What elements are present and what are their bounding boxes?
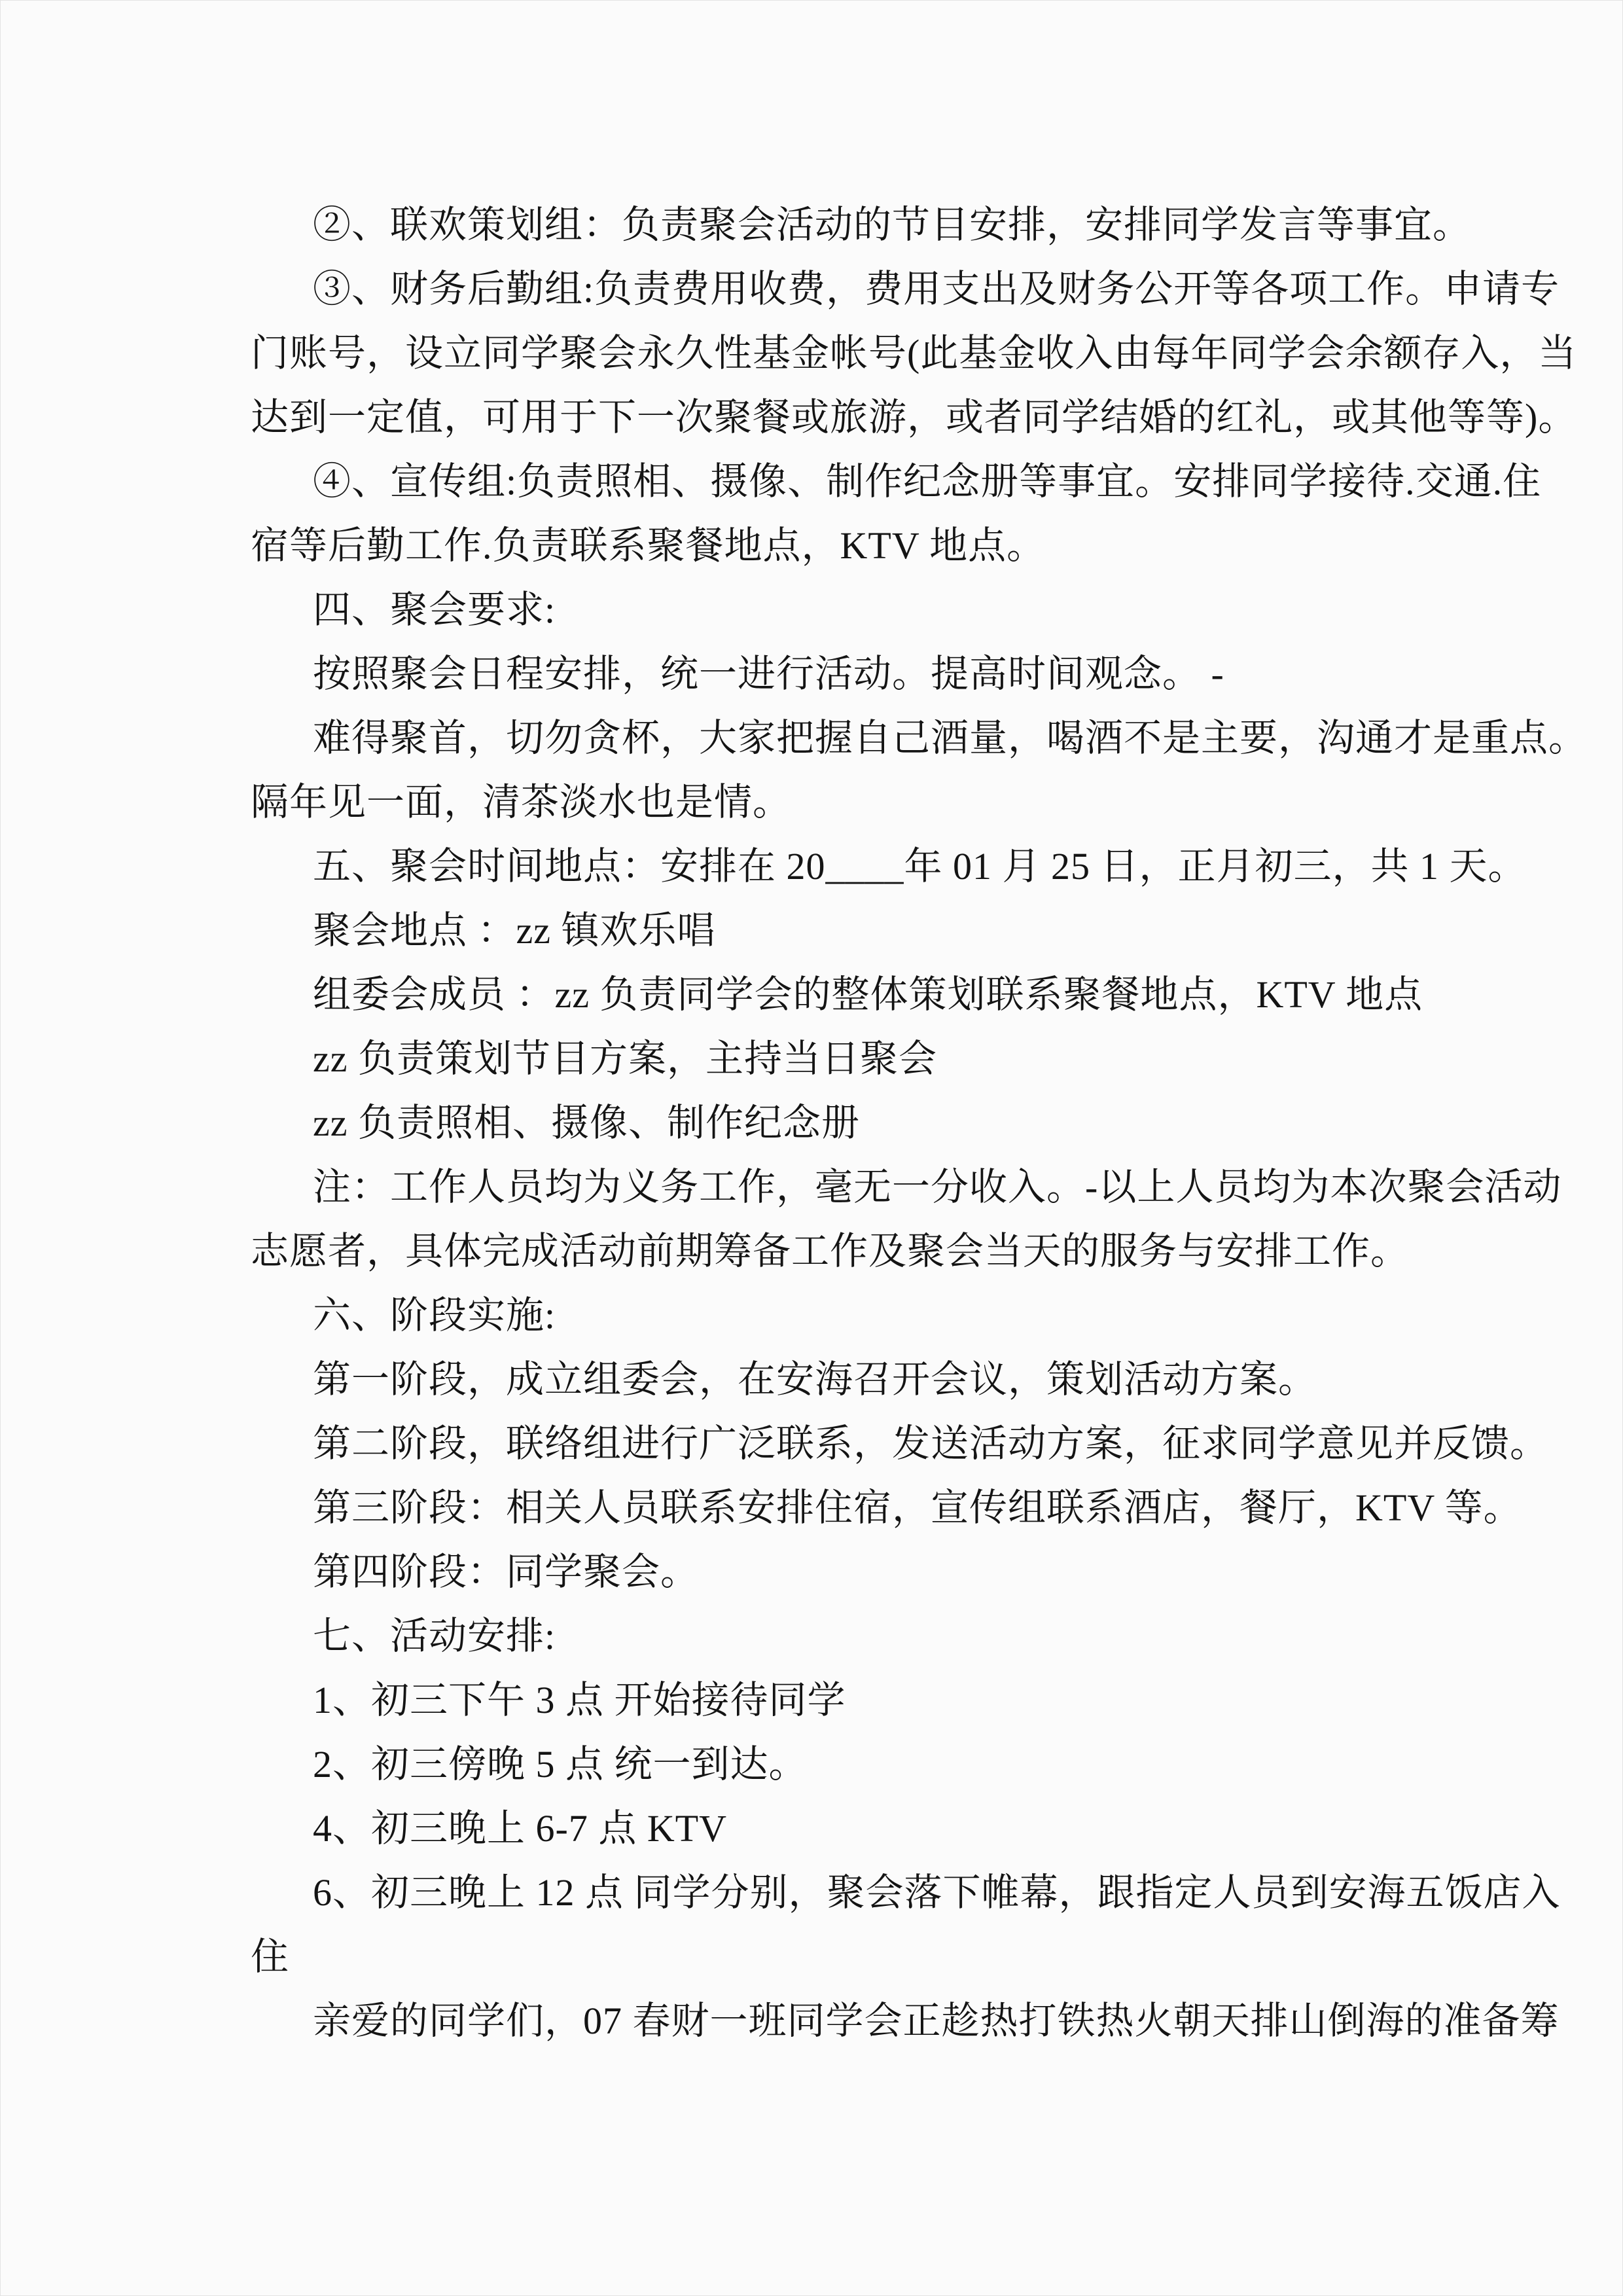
doc-line: 组委会成员 ：zz 负责同学会的整体策划联系聚餐地点，KTV 地点 [313, 973, 1423, 1016]
doc-line: 第一阶段，成立组委会，在安海召开会议，策划活动方案。 [313, 1358, 1317, 1401]
doc-line: 达到一定值，可用于下一次聚餐或旅游，或者同学结婚的红礼，或其他等等)。 [251, 396, 1577, 439]
doc-line: 2、初三傍晚 5 点 统一到达。 [313, 1743, 808, 1785]
doc-line: ④、宣传组:负责照相、摄像、制作纪念册等事宜。安排同学接待.交通.住 [313, 460, 1542, 503]
doc-line: 第三阶段：相关人员联系安排住宿，宣传组联系酒店，餐厅，KTV 等。 [313, 1486, 1522, 1529]
doc-line-section-heading: 七、活动安排: [313, 1615, 556, 1657]
doc-line: 志愿者，具体完成活动前期筹备工作及聚会当天的服务与安排工作。 [251, 1230, 1410, 1272]
doc-line: 难得聚首，切勿贪杯，大家把握自己酒量，喝酒不是主要，沟通才是重点。 [313, 717, 1588, 759]
document-text-block [251, 193, 1588, 2053]
doc-line: 门账号，设立同学聚会永久性基金帐号(此基金收入由每年同学会余额存入，当 [251, 332, 1577, 374]
doc-line: ③、财务后勤组:负责费用收费，费用支出及财务公开等各项工作。申请专 [313, 268, 1560, 310]
doc-line: ②、联欢策划组：负责聚会活动的节目安排，安排同学发言等事宜。 [313, 204, 1472, 246]
doc-line: 按照聚会日程安排，统一进行活动。提高时间观念。 - [313, 653, 1224, 695]
doc-line: 亲爱的同学们，07 春财一班同学会正趁热打铁热火朝天排山倒海的准备筹 [313, 2000, 1560, 2042]
doc-line: 注：工作人员均为义务工作，毫无一分收入。-以上人员均为本次聚会活动 [313, 1166, 1562, 1208]
doc-line: 6、初三晚上 12 点 同学分别，聚会落下帷幕，跟指定人员到安海五饭店入 [313, 1871, 1561, 1914]
doc-line-section-heading: 六、阶段实施: [313, 1294, 556, 1336]
doc-line: 1、初三下午 3 点 开始接待同学 [313, 1679, 846, 1721]
doc-line: 第四阶段：同学聚会。 [313, 1551, 700, 1593]
doc-line: 聚会地点 ：zz 镇欢乐唱 [313, 909, 716, 952]
doc-line: 住 [251, 1935, 290, 1978]
doc-line-section-heading: 五、聚会时间地点：安排在 20____年 01 月 25 日，正月初三，共 1 天。 [313, 845, 1527, 888]
doc-line-section-heading: 四、聚会要求: [313, 588, 556, 631]
doc-line: 第二阶段，联络组进行广泛联系，发送活动方案，征求同学意见并反馈。 [313, 1422, 1549, 1465]
doc-line: 隔年见一面，清茶淡水也是情。 [251, 781, 792, 823]
doc-line: zz 负责照相、摄像、制作纪念册 [313, 1102, 860, 1144]
doc-line: zz 负责策划节目方案，主持当日聚会 [313, 1037, 937, 1080]
doc-line: 宿等后勤工作.负责联系聚餐地点，KTV 地点。 [251, 524, 1046, 567]
doc-line: 4、初三晚上 6-7 点 KTV [313, 1807, 728, 1850]
